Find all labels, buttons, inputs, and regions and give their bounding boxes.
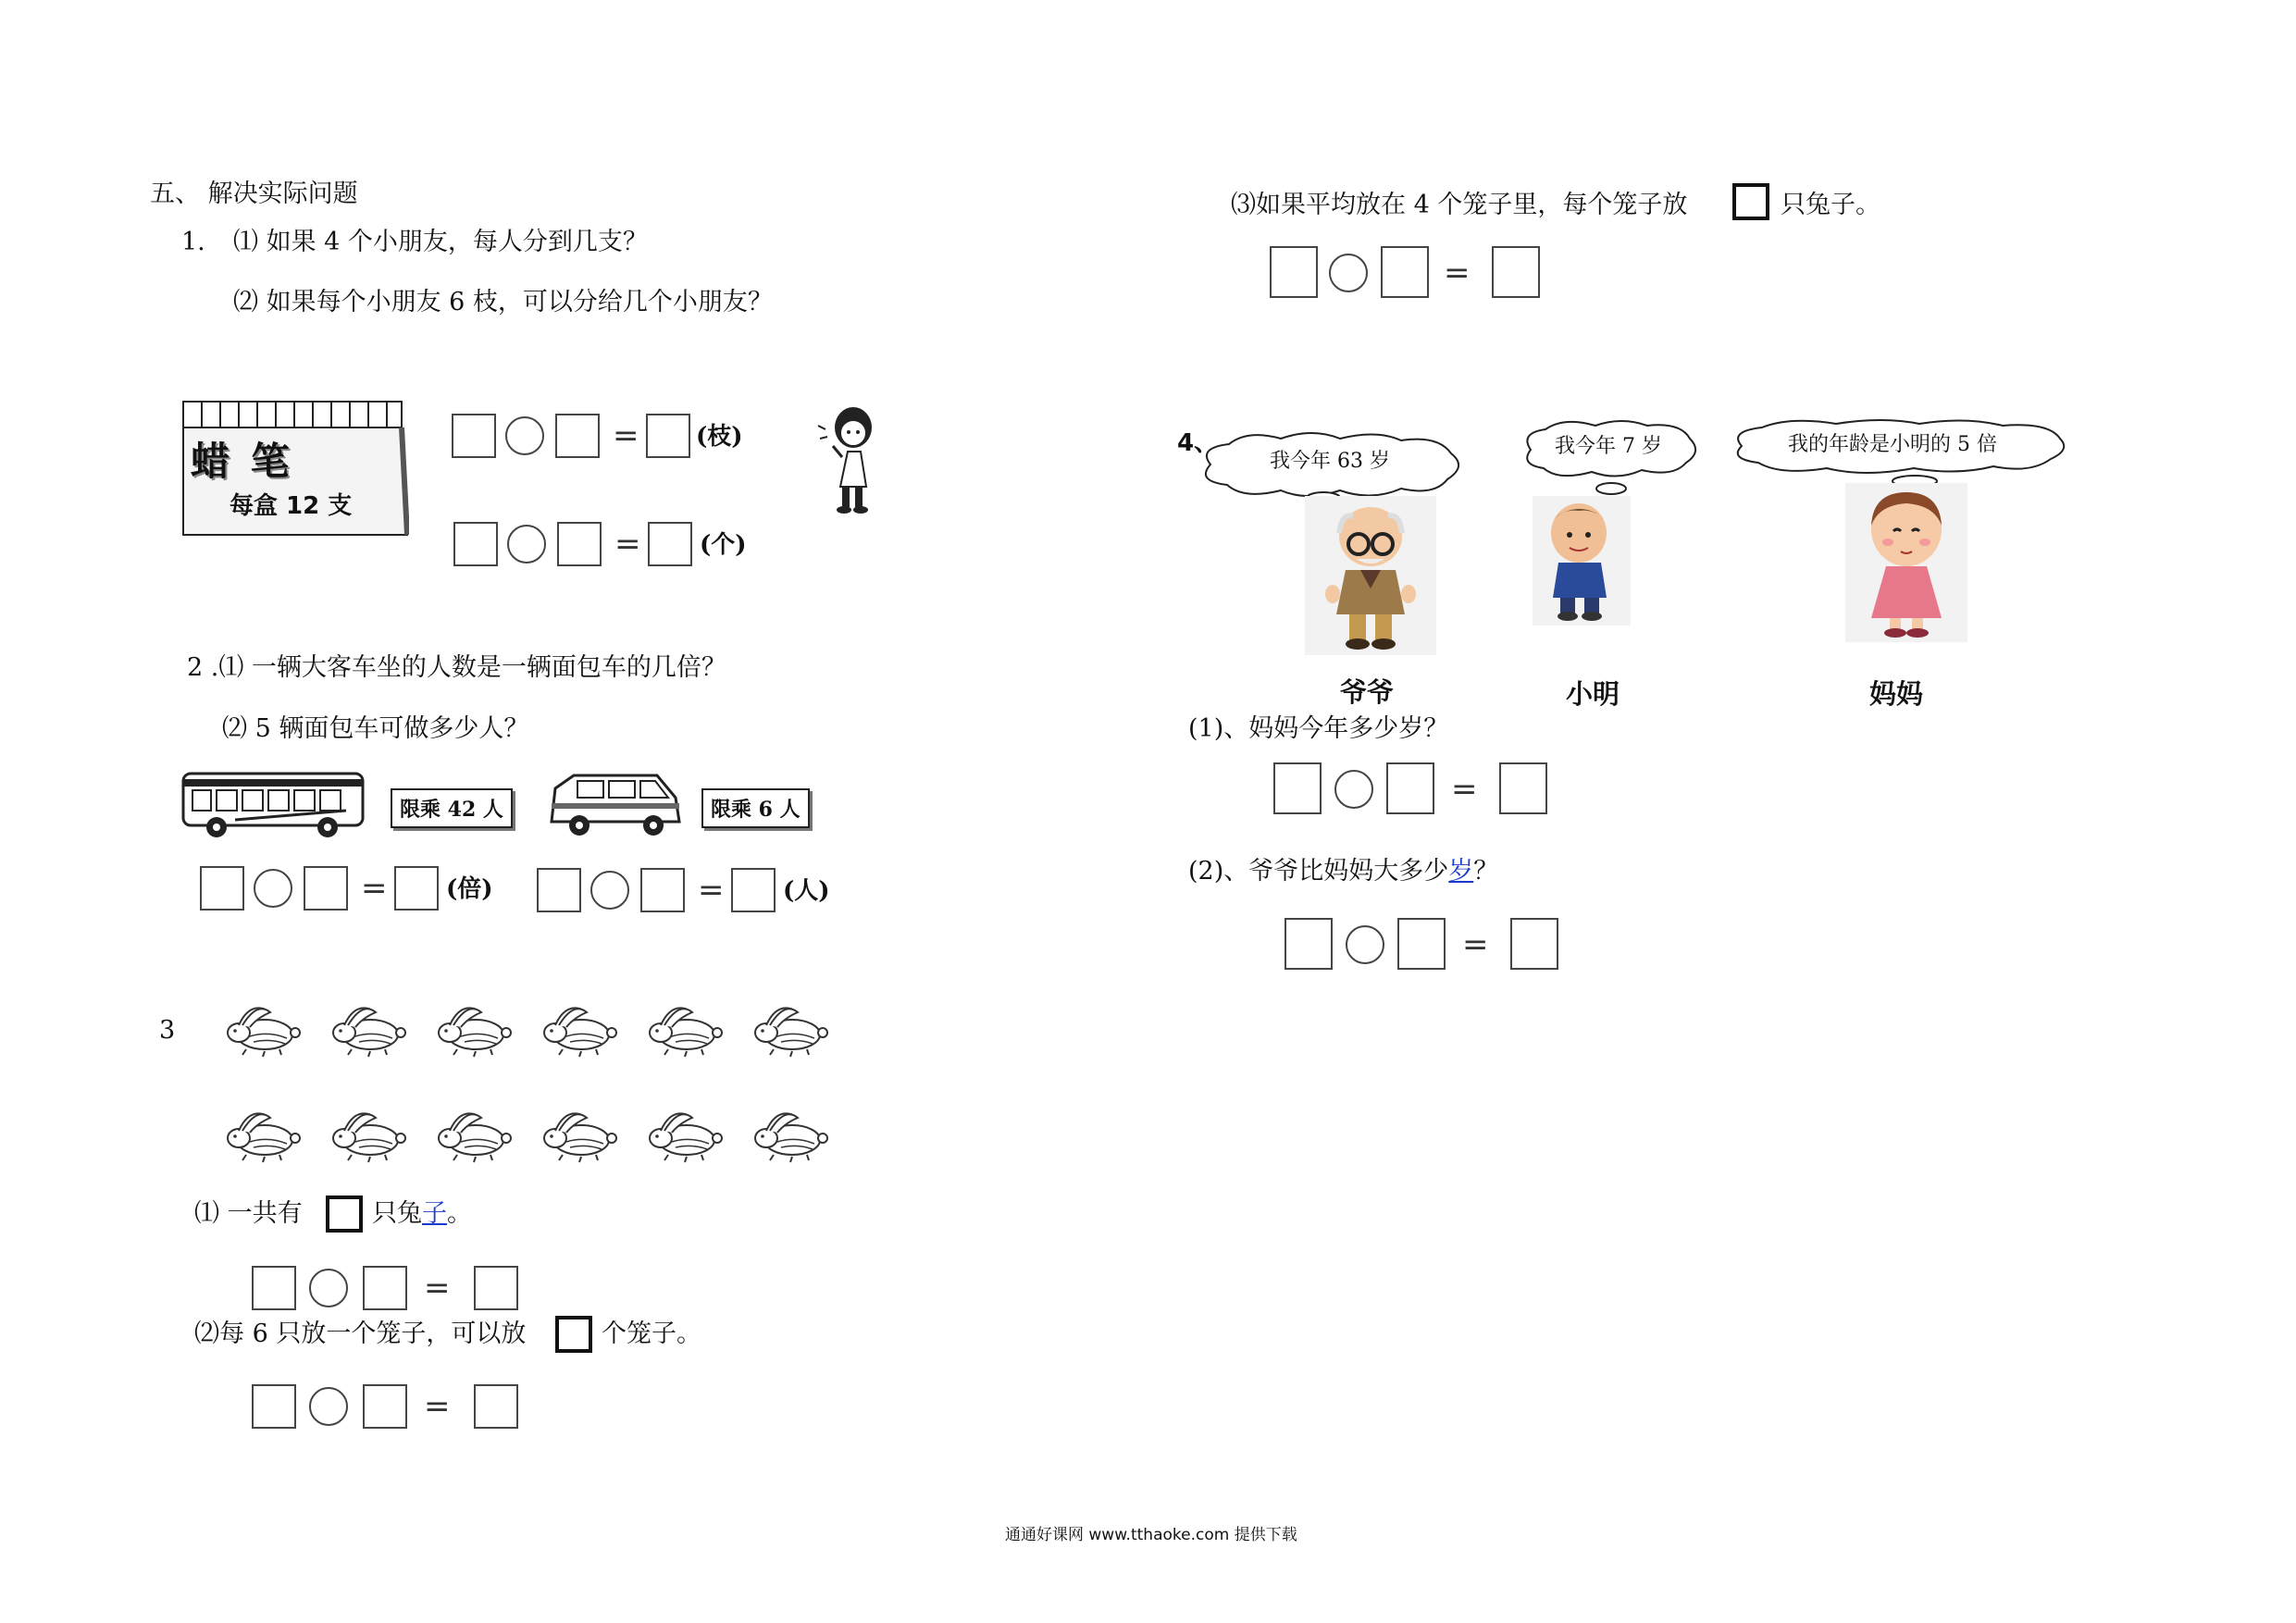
q3-number: 3 (159, 1016, 176, 1045)
q4-eq1-box2[interactable] (1386, 762, 1434, 814)
q3-eq1-box1[interactable] (252, 1266, 296, 1310)
mom-image (1845, 483, 1967, 642)
q2-eq2-unit: (人) (783, 877, 830, 905)
bus-image (180, 768, 368, 842)
q1-eq1-operator[interactable] (505, 416, 544, 455)
q3-eq3-box2[interactable] (1381, 246, 1429, 298)
section-title: 五、 解决实际问题 (150, 180, 358, 208)
q1-eq2-box1[interactable] (453, 522, 498, 566)
q3-eq3-box1[interactable] (1270, 246, 1318, 298)
q3-eq2-operator[interactable] (309, 1387, 348, 1426)
q2-part1: 2 .⑴ 一辆大客车坐的人数是一辆面包车的几倍？ (187, 653, 726, 682)
q2-eq2-box1[interactable] (537, 868, 581, 912)
xiaoming-bubble-text: 我今年 7 岁 (1555, 435, 1662, 458)
grandpa-image (1305, 496, 1436, 655)
crayon-brand: 蜡 笔 (191, 439, 293, 484)
q1-eq1-result[interactable] (646, 414, 690, 458)
q1-eq2-operator[interactable] (507, 525, 546, 564)
q3-eq1-equals: = (424, 1270, 451, 1307)
q4-eq2-box2[interactable] (1397, 918, 1446, 970)
q3-eq2-result[interactable] (474, 1384, 518, 1429)
q3-eq2-equals: = (424, 1388, 451, 1425)
grandpa-name: 爷爷 (1340, 676, 1395, 708)
q3-eq2-box1[interactable] (252, 1384, 296, 1429)
q4-part1: (1)、妈妈今年多少岁？ (1188, 714, 1449, 743)
q3-part1-suffix: 只兔子。 (372, 1199, 472, 1228)
xiaoming-name: 小明 (1566, 678, 1620, 710)
q4-eq1-operator[interactable] (1334, 770, 1373, 809)
q1-eq2-unit: (个) (700, 531, 747, 559)
van-capacity-tag: 限乘 6 人 (701, 788, 810, 828)
q1-part2: ⑵ 如果每个小朋友 6 枝，可以分给几个小朋友？ (233, 288, 773, 316)
q3-part3-answer-box[interactable] (1732, 183, 1769, 220)
xiaoming-image (1533, 496, 1631, 626)
rabbits-group (218, 992, 848, 1186)
q3-part2-suffix: 个笼子。 (602, 1319, 701, 1348)
q2-eq2-box2[interactable] (640, 868, 685, 912)
crayon-per-box: 每盒 12 支 (230, 492, 353, 520)
q2-eq1-equals: = (361, 870, 388, 907)
q1-part1: ⑴ 如果 4 个小朋友，每人分到几支？ (233, 228, 648, 256)
q4-part2-link[interactable]: 岁 (1448, 857, 1474, 886)
mom-name: 妈妈 (1869, 678, 1924, 710)
q4-eq2-result[interactable] (1510, 918, 1558, 970)
q1-eq1-equals: = (613, 417, 639, 454)
q3-part3-prefix: ⑶如果平均放在 4 个笼子里，每个笼子放 (1231, 191, 1688, 219)
q1-eq1-box2[interactable] (555, 414, 600, 458)
girl-image (813, 398, 887, 518)
q4-part2: (2)、爷爷比妈妈大多少岁？ (1188, 857, 1499, 886)
q2-eq1-box1[interactable] (200, 866, 244, 911)
q2-eq2-operator[interactable] (590, 871, 629, 910)
q4-eq1-result[interactable] (1499, 762, 1547, 814)
q3-part1-link[interactable]: 子 (422, 1199, 447, 1228)
q4-eq2-box1[interactable] (1285, 918, 1333, 970)
q3-eq1-operator[interactable] (309, 1269, 348, 1307)
q4-eq2-equals: = (1462, 926, 1489, 963)
q3-eq3-equals: = (1444, 254, 1471, 291)
q3-part1-prefix: ⑴ 一共有 (194, 1199, 303, 1228)
q3-eq1-box2[interactable] (363, 1266, 407, 1310)
grandpa-bubble-text: 我今年 63 岁 (1270, 450, 1390, 473)
q1-eq1-box1[interactable] (452, 414, 496, 458)
q2-eq1-result[interactable] (394, 866, 439, 911)
q4-eq2-operator[interactable] (1346, 925, 1384, 964)
q2-eq1-box2[interactable] (304, 866, 348, 911)
q3-part1-answer-box[interactable] (326, 1196, 363, 1233)
q4-number: 4、 (1177, 429, 1219, 457)
q2-eq2-equals: = (698, 872, 725, 909)
q3-part3-suffix: 只兔子。 (1781, 191, 1880, 219)
van-image (546, 770, 685, 842)
q4-eq1-equals: = (1451, 771, 1478, 808)
q1-number: 1. (181, 228, 205, 256)
q3-eq2-box2[interactable] (363, 1384, 407, 1429)
bus-capacity-tag: 限乘 42 人 (391, 788, 513, 828)
q3-part2-prefix: ⑵每 6 只放一个笼子，可以放 (194, 1319, 527, 1348)
mom-bubble-text: 我的年龄是小明的 5 倍 (1788, 433, 1997, 456)
q1-eq1-unit: (枝) (696, 423, 743, 451)
q3-eq3-operator[interactable] (1329, 254, 1368, 292)
q2-eq1-unit: (倍) (446, 875, 493, 903)
q2-eq2-result[interactable] (731, 868, 776, 912)
q3-part2-answer-box[interactable] (555, 1316, 592, 1353)
q2-eq1-operator[interactable] (254, 869, 292, 908)
q4-eq1-box1[interactable] (1273, 762, 1322, 814)
page-footer: 通通好课网 www.tthaoke.com 提供下载 (1005, 1526, 1297, 1544)
q3-eq3-result[interactable] (1492, 246, 1540, 298)
q3-eq1-result[interactable] (474, 1266, 518, 1310)
q1-eq2-equals: = (614, 526, 641, 563)
q1-eq2-result[interactable] (648, 522, 692, 566)
q1-eq2-box2[interactable] (557, 522, 602, 566)
q2-part2: ⑵ 5 辆面包车可做多少人？ (222, 714, 529, 743)
